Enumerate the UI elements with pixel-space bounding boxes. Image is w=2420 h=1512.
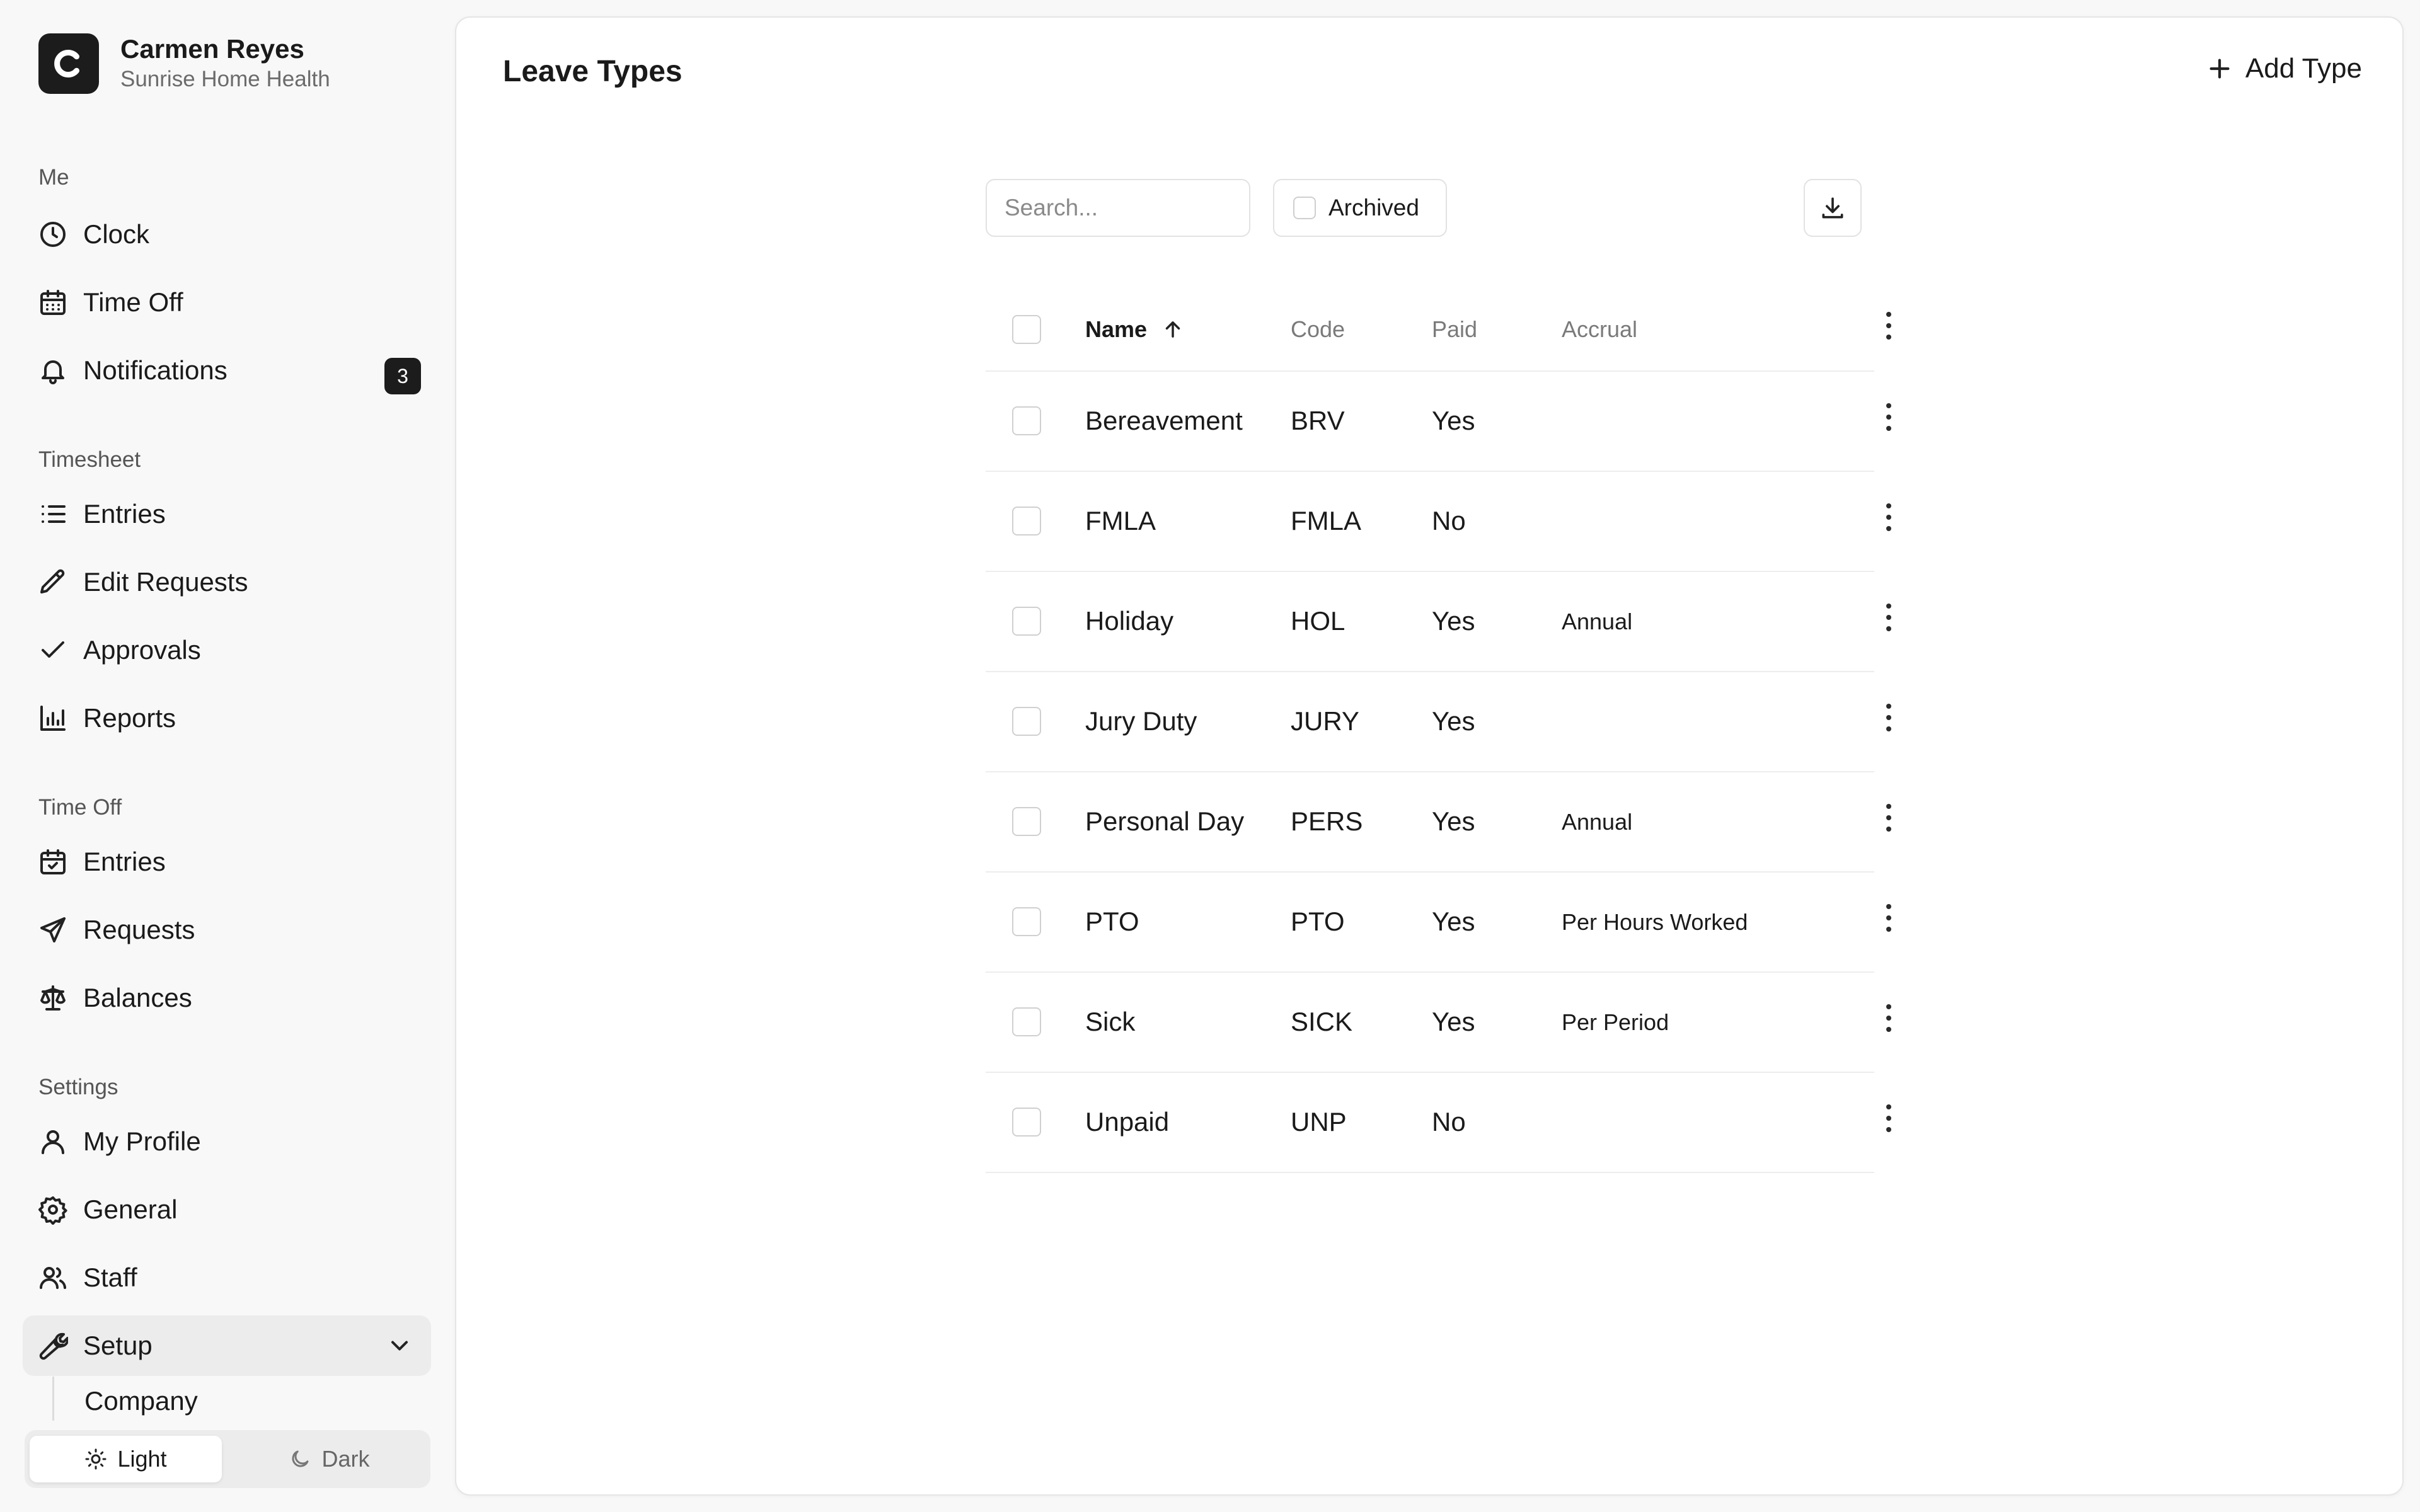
row-checkbox[interactable] <box>1012 1007 1041 1036</box>
column-header-name[interactable] <box>1085 314 1185 345</box>
add-type-button[interactable] <box>2205 53 2362 84</box>
table-row[interactable] <box>986 971 1874 1073</box>
sidebar-item-general[interactable] <box>23 1179 431 1240</box>
main-panel <box>455 16 2404 1496</box>
column-header-code[interactable]: Code <box>1291 316 1345 342</box>
table-row[interactable] <box>986 571 1874 672</box>
cell-paid: Yes <box>1432 907 1475 936</box>
row-menu-icon[interactable] <box>1884 604 1893 639</box>
theme-light-button[interactable] <box>30 1436 222 1482</box>
cell-paid: No <box>1432 506 1466 536</box>
moon-icon <box>289 1448 311 1470</box>
archived-filter[interactable] <box>1273 179 1447 237</box>
sort-ascending-icon <box>1161 318 1185 341</box>
sidebar-item-label: Setup <box>83 1331 153 1360</box>
archived-label: Archived <box>1328 195 1419 220</box>
table-row[interactable] <box>986 871 1874 973</box>
sidebar-item-notifications[interactable] <box>23 340 431 401</box>
sidebar-item-balances[interactable] <box>23 968 431 1028</box>
org-company: Sunrise Home Health <box>120 67 330 91</box>
sidebar-item-edit-requests[interactable] <box>23 552 431 612</box>
notifications-count-badge: 3 <box>384 358 421 394</box>
row-menu-icon[interactable] <box>1884 1104 1893 1140</box>
cell-code: PTO <box>1291 907 1345 936</box>
table-row[interactable] <box>986 471 1874 572</box>
table-row[interactable] <box>986 1072 1874 1173</box>
sidebar <box>0 0 454 1512</box>
row-menu-icon[interactable] <box>1884 704 1893 739</box>
column-header-name-label: Name <box>1085 316 1148 342</box>
cell-name: Holiday <box>1085 606 1174 636</box>
cell-code: SICK <box>1291 1007 1353 1036</box>
section-title-settings: Settings <box>38 1075 118 1099</box>
sidebar-item-label: Staff <box>83 1263 137 1292</box>
cell-paid: No <box>1432 1107 1466 1137</box>
cell-code: FMLA <box>1291 506 1362 536</box>
sidebar-item-timesheet-entries[interactable] <box>23 484 431 544</box>
section-title-me: Me <box>38 165 69 190</box>
row-checkbox[interactable] <box>1012 807 1041 836</box>
sidebar-item-my-profile[interactable] <box>23 1111 431 1172</box>
row-menu-icon[interactable] <box>1884 804 1893 839</box>
row-checkbox[interactable] <box>1012 507 1041 536</box>
theme-light-label: Light <box>117 1446 167 1472</box>
cell-accrual: Annual <box>1562 809 1633 835</box>
users-icon <box>37 1261 69 1294</box>
plus-icon <box>2205 54 2234 83</box>
pencil-icon <box>37 566 69 598</box>
cell-paid: Yes <box>1432 406 1475 435</box>
search-input[interactable] <box>986 179 1250 237</box>
add-type-label: Add Type <box>2245 53 2362 84</box>
sidebar-item-reports[interactable] <box>23 688 431 748</box>
row-checkbox[interactable] <box>1012 707 1041 736</box>
sidebar-item-time-off-entries[interactable] <box>23 832 431 892</box>
table-header <box>986 289 1874 372</box>
sidebar-item-label: Balances <box>83 983 192 1012</box>
sidebar-item-time-off[interactable] <box>23 272 431 333</box>
org-switcher[interactable] <box>38 33 330 94</box>
cell-paid: Yes <box>1432 806 1475 836</box>
cell-code: UNP <box>1291 1107 1347 1137</box>
org-logo-icon <box>50 45 88 83</box>
sidebar-item-setup[interactable] <box>23 1315 431 1376</box>
sun-icon <box>84 1448 107 1470</box>
column-header-accrual[interactable]: Accrual <box>1562 316 1638 342</box>
wrench-icon <box>37 1329 69 1362</box>
cell-name: Unpaid <box>1085 1107 1170 1137</box>
row-menu-icon[interactable] <box>1884 904 1893 939</box>
theme-dark-button[interactable] <box>233 1436 425 1482</box>
cell-name: Bereavement <box>1085 406 1243 435</box>
row-menu-icon[interactable] <box>1884 503 1893 539</box>
submenu-guide-line <box>52 1377 54 1421</box>
page-title: Leave Types <box>503 55 683 88</box>
org-logo <box>38 33 99 94</box>
sidebar-item-label: Edit Requests <box>83 567 248 597</box>
gear-icon <box>37 1193 69 1226</box>
org-name: Carmen Reyes <box>120 34 304 64</box>
sidebar-item-approvals[interactable] <box>23 620 431 680</box>
calendar-icon <box>37 286 69 319</box>
sidebar-item-staff[interactable] <box>23 1247 431 1308</box>
table-row[interactable] <box>986 771 1874 873</box>
cell-name: Sick <box>1085 1007 1136 1036</box>
sidebar-item-label: Time Off <box>83 287 183 317</box>
sidebar-item-label: Entries <box>83 499 166 529</box>
row-menu-icon[interactable] <box>1884 403 1893 438</box>
select-all-checkbox[interactable] <box>1012 315 1041 344</box>
sidebar-item-label: My Profile <box>83 1126 201 1156</box>
archived-checkbox[interactable] <box>1293 197 1316 219</box>
check-icon <box>37 634 69 667</box>
cell-name: Personal Day <box>1085 806 1245 836</box>
calendar-check-icon <box>37 845 69 878</box>
cell-code: JURY <box>1291 706 1359 736</box>
section-title-timesheet: Timesheet <box>38 447 141 472</box>
row-checkbox[interactable] <box>1012 607 1041 636</box>
cell-code: PERS <box>1291 806 1363 836</box>
sidebar-item-label: Approvals <box>83 635 201 665</box>
table-row[interactable] <box>986 370 1874 472</box>
sidebar-item-requests[interactable] <box>23 900 431 960</box>
sidebar-item-label: Entries <box>83 847 166 876</box>
sidebar-item-label: Clock <box>83 219 150 249</box>
cell-code: HOL <box>1291 606 1345 636</box>
download-icon <box>1819 194 1847 222</box>
cell-name: Jury Duty <box>1085 706 1197 736</box>
row-checkbox[interactable] <box>1012 406 1041 435</box>
bell-icon <box>37 354 69 387</box>
cell-paid: Yes <box>1432 706 1475 736</box>
column-header-paid[interactable]: Paid <box>1432 316 1478 342</box>
cell-accrual: Per Period <box>1562 1009 1669 1035</box>
user-icon <box>37 1125 69 1158</box>
columns-menu-icon[interactable] <box>1884 312 1893 347</box>
theme-toggle <box>25 1430 430 1488</box>
sidebar-item-label: Reports <box>83 703 176 733</box>
sidebar-item-clock[interactable] <box>23 204 431 265</box>
cell-accrual: Annual <box>1562 609 1633 634</box>
scale-icon <box>37 982 69 1014</box>
cell-code: BRV <box>1291 406 1345 435</box>
send-icon <box>37 914 69 946</box>
bar-chart-icon <box>37 702 69 735</box>
sidebar-item-label: General <box>83 1194 178 1224</box>
row-checkbox[interactable] <box>1012 1108 1041 1137</box>
row-checkbox[interactable] <box>1012 907 1041 936</box>
table-row[interactable] <box>986 671 1874 772</box>
clock-icon <box>37 218 69 251</box>
chevron-down-icon[interactable] <box>386 1332 413 1360</box>
cell-paid: Yes <box>1432 606 1475 636</box>
sidebar-subitem-company[interactable]: Company <box>84 1386 198 1416</box>
sidebar-item-label: Notifications <box>83 355 228 385</box>
list-icon <box>37 498 69 530</box>
cell-accrual: Per Hours Worked <box>1562 909 1748 935</box>
row-menu-icon[interactable] <box>1884 1004 1893 1040</box>
cell-name: FMLA <box>1085 506 1156 536</box>
cell-name: PTO <box>1085 907 1139 936</box>
cell-paid: Yes <box>1432 1007 1475 1036</box>
download-button[interactable] <box>1804 179 1862 237</box>
sidebar-item-label: Requests <box>83 915 195 944</box>
section-title-time-off: Time Off <box>38 795 122 820</box>
theme-dark-label: Dark <box>321 1446 370 1472</box>
